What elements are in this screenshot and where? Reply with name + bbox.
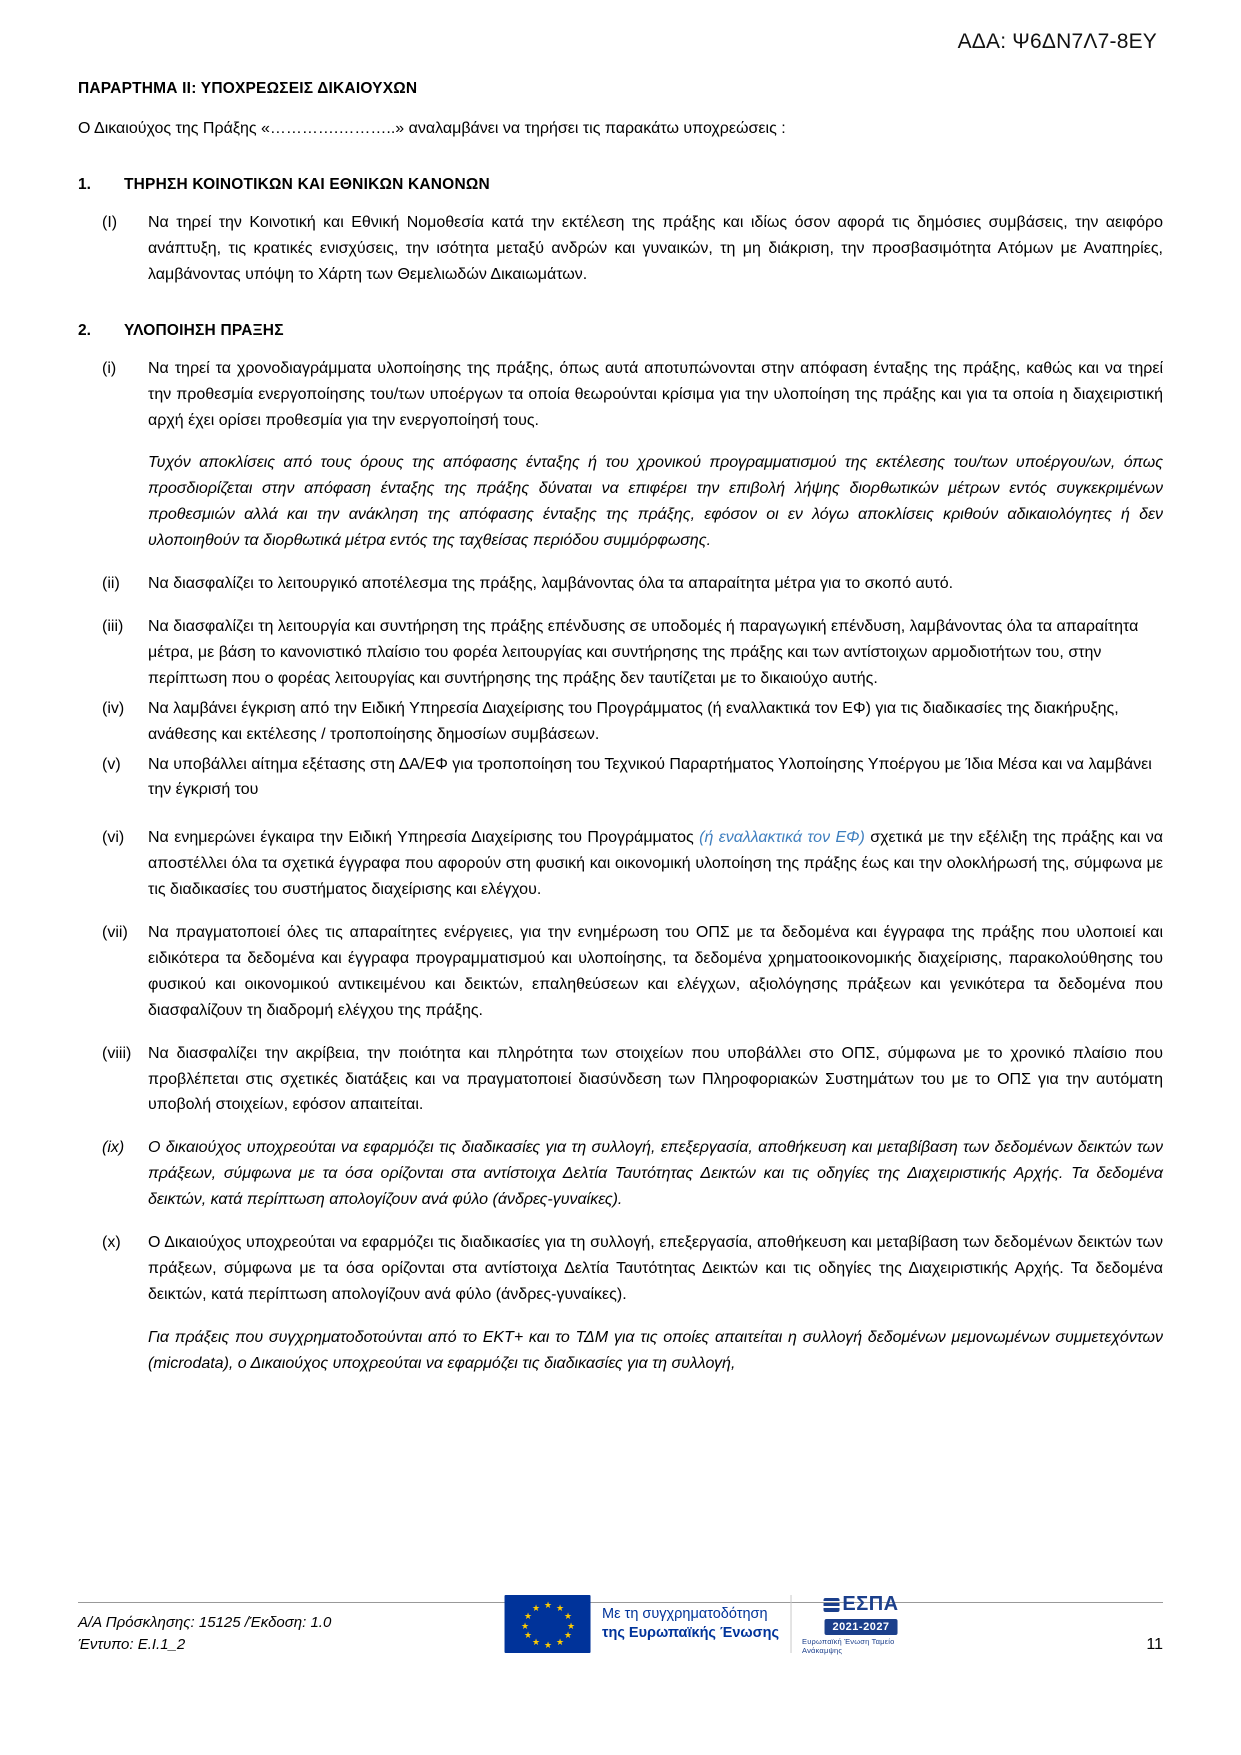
list-item xyxy=(78,752,1163,804)
footer-meta xyxy=(78,1612,331,1656)
section-number-1: 1. xyxy=(78,176,91,193)
espa-subtitle: Ευρωπαϊκή Ένωση Ταμείο Ανάκαμψης xyxy=(802,1637,895,1655)
list-item xyxy=(78,1230,1163,1308)
list-marker: (ix) xyxy=(102,1139,125,1157)
footer-version-value: 1.0 xyxy=(310,1614,332,1631)
list-marker: (v) xyxy=(102,755,121,773)
eu-text-line-2: της Ευρωπαϊκής Ένωσης xyxy=(602,1625,780,1641)
list-marker: (i) xyxy=(102,359,117,377)
list-text: Να διασφαλίζει τη λειτουργία και συντήρηση της πράξης επένδυσης σε υποδομές ή παραγωγική επένδυση, λαμβάνοντας όλα τα απαραίτητα μέτρα, με βάση το κανονιστικό πλαίσιο του φορέα λειτουργίας και συντήρησης της πράξης και των αντίστοιχων αρμοδιοτήτων του, στην περίπτωση που ο φορέας λειτουργίας και συντήρησης της πράξης δεν ταυτίζεται με το δικαιούχο αυτής. xyxy=(148,617,1139,687)
section-heading-2 xyxy=(78,322,1163,340)
list-item xyxy=(78,614,1163,692)
list-text: Ο Δικαιούχος υποχρεούται να εφαρμόζει τις διαδικασίες για τη συλλογή, επεξεργασία, αποθήκευση και μεταβίβαση των δεδομένων δεικτών των πράξεων, σύμφωνα με τα όσα ορίζονται στα αντίστοιχα Δελτία Ταυτότητας Δεικτών και τις οδηγίες της Διαχειριστικής Αρχής. Τα δεδομένα δεικτών, κατά περίπτωση απολογίζουν ανά φύλο (άνδρες-γυναίκες). xyxy=(148,1234,1163,1303)
espa-wave-icon xyxy=(823,1598,839,1612)
list-text: Να διασφαλίζει την ακρίβεια, την ποιότητα και πληρότητα των στοιχείων που υποβάλλει στο ΟΠΣ, σύμφωνα με το χρονικό πλαίσιο που προβλέπεται στις σχετικές διατάξεις και να πραγματοποιεί διασύνδεση των Πληροφοριακών Συστημάτων του με το ΟΠΣ για την αυτόματη υποβολή στοιχείων, εφόσον απαιτείται. xyxy=(148,1044,1163,1114)
microdata-paragraph: Για πράξεις που συγχρηματοδοτούνται από το ΕΚΤ+ και το ΤΔΜ για τις οποίες απαιτείται η συλλογή δεδομένων μεμονωμένων συμμετεχόντων (microdata), ο Δικαιούχος υποχρεούται να εφαρμόζει τις διαδικασίες για τη συλλογή, xyxy=(148,1328,1163,1372)
deviation-paragraph: Τυχόν αποκλίσεις από τους όρους της απόφασης ένταξης ή του χρονικού προγραμματισμού της εκτέλεσης του/των υποέργου/ων, όπως προσδιορίζεται στην απόφαση ένταξης της πράξης δύναται να επιφέρει την επιβολή λήψης διορθωτικών μέτρων εντός συγκεκριμένων προθεσμιών αλλά και την ανάκληση της απόφασης ένταξης της πράξης, εφόσον οι εν λόγω αποκλίσεις κριθούν αδικαιολόγητες ή δεν υλοποιηθούν τα διορθωτικά μέτρα εντός της ταχθείσας περιόδου συμμόρφωσης. xyxy=(148,454,1163,550)
eu-flag-icon: ★ ★ ★ ★ ★ ★ ★ ★ ★ ★ ★ ★ xyxy=(504,1595,590,1653)
list-marker: (x) xyxy=(102,1234,121,1252)
list-text: Να λαμβάνει έγκριση από την Ειδική Υπηρεσία Διαχείρισης του Προγράμματος (ή εναλλακτικά τον ΕΦ) για τις διαδικασίες της διακήρυξης, ανάθεσης και εκτέλεσης / τροποποίησης δημοσίων συμβάσεων. xyxy=(148,699,1119,743)
footer-version-label: /Έκδοση: xyxy=(244,1614,307,1631)
list-text xyxy=(148,825,1163,903)
list-text-accent: (ή εναλλακτικά τον ΕΦ) xyxy=(699,829,865,847)
list-text: Να τηρεί την Κοινοτική και Εθνική Νομοθεσία κατά την εκτέλεση της πράξης και ιδίως όσον αφορά τις δημόσιες συμβάσεις, την αειφόρο ανάπτυξη, τις κρατικές ενισχύσεις, την ισότητα μεταξύ ανδρών και γυναικών, τη μη διάκριση, την προσβασιμότητα Ατόμων με Αναπηρίες, λαμβάνοντας υπόψη το Χάρτη των Θεμελιωδών Δικαιωμάτων. xyxy=(148,214,1163,283)
page-number: 11 xyxy=(1146,1635,1163,1653)
section-heading-1 xyxy=(78,176,1163,194)
list-text-part-1: Να ενημερώνει έγκαιρα την Ειδική Υπηρεσία Διαχείρισης του Προγράμματος xyxy=(148,829,700,847)
list-item xyxy=(78,825,1163,903)
list-item xyxy=(78,920,1163,1024)
footer-call-value: 15125 xyxy=(198,1614,241,1631)
espa-title: ΕΣΠΑ xyxy=(842,1593,899,1615)
page-title: ΠΑΡΑΡΤΗΜΑ ΙΙ: ΥΠΟΧΡΕΩΣΕΙΣ ΔΙΚΑΙΟΥΧΩΝ xyxy=(78,80,418,97)
footer-call-label: Α/Α Πρόσκλησης: xyxy=(78,1614,195,1631)
list-text: Να διασφαλίζει το λειτουργικό αποτέλεσμα της πράξης, λαμβάνοντας όλα τα απαραίτητα μέτρα για το σκοπό αυτό. xyxy=(148,575,954,593)
eu-text-line-1: Με τη συγχρηματοδότηση xyxy=(602,1606,768,1623)
list-marker: (iv) xyxy=(102,699,125,717)
ada-code: ΑΔΑ: Ψ6ΔΝ7Λ7-8ΕΥ xyxy=(957,30,1157,53)
list-item xyxy=(78,1135,1163,1213)
footer-form-line: Έντυπο: Ε.Ι.1_2 xyxy=(78,1635,186,1653)
page-footer xyxy=(78,1612,1163,1656)
list-marker: (vi) xyxy=(102,829,125,847)
list-marker: (vii) xyxy=(102,924,128,942)
list-text: Να πραγματοποιεί όλες τις απαραίτητες ενέργειες, για την ενημέρωση του ΟΠΣ με τα δεδομένα και έγγραφα της πράξης που υλοποιεί και ειδικότερα τα δεδομένα και έγγραφα προγραμματισμού και υλοποίησης, τα δεδομένα χρηματοοικονομικής διαχείρισης, παρακολούθησης του φυσικού και οικονομικού αντικειμένου και δεικτών, επαληθεύσεων και ελέγχων, αξιολόγησης πράξεων και γενικότερα τα δεδομένα που διασφαλίζουν τη διαδρομή ελέγχου της πράξης. xyxy=(148,924,1163,1019)
list-text: Ο δικαιούχος υποχρεούται να εφαρμόζει τις διαδικασίες για τη συλλογή, επεξεργασία, αποθήκευση και μεταβίβαση των δεδομένων δεικτών των πράξεων, σύμφωνα με τα όσα ορίζονται στα αντίστοιχα Δελτία Ταυτότητας Δεικτών και τις οδηγίες της Διαχειριστικής Αρχής. Τα δεδομένα δεικτών, κατά περίπτωση απολογίζουν ανά φύλο (άνδρες-γυναίκες). xyxy=(148,1139,1163,1209)
section-title-1: ΤΗΡΗΣΗ ΚΟΙΝΟΤΙΚΩΝ ΚΑΙ ΕΘΝΙΚΩΝ ΚΑΝΟΝΩΝ xyxy=(124,176,490,193)
list-text-part-2: σχετικά με την εξέλιξη της πράξης και να αποστέλλει όλα τα σχετικά έγγραφα που αφορούν στη φυσική και οικονομική υλοποίηση της πράξης έως και την ολοκλήρωσή της, σύμφωνα με τις διαδικασίες του συστήματος διαχείρισης και ελέγχου. xyxy=(148,829,1164,899)
list-marker: (iii) xyxy=(102,617,124,635)
list-marker: (viii) xyxy=(102,1044,132,1062)
list-marker: (ii) xyxy=(102,575,120,593)
section-title-2: ΥΛΟΠΟΙΗΣΗ ΠΡΑΞΗΣ xyxy=(124,321,284,339)
list-text: Να τηρεί τα χρονοδιαγράμματα υλοποίησης της πράξης, όπως αυτά αποτυπώνονται στην απόφαση ένταξης της πράξης, καθώς και να τηρεί την προθεσμία ενεργοποίησης του/των υποέργων τα οποία θεωρούνται κρίσιμα για την υλοποίηση της πράξης και για τα οποία η διαχειριστική αρχή έχει ορίσει προθεσμία για την ενεργοποίησή τους. xyxy=(148,359,1163,429)
intro-paragraph: Ο Δικαιούχος της Πράξης «………….………..» αναλαμβάνει να τηρήσει τις παρακάτω υποχρεώσεις : xyxy=(78,120,786,137)
list-item xyxy=(78,356,1163,434)
list-item xyxy=(78,210,1163,288)
list-item xyxy=(78,571,1163,597)
list-text: Να υποβάλλει αίτημα εξέτασης στη ΔΑ/ΕΦ για τροποποίηση του Τεχνικού Παραρτήματος Υλοποίησης Υποέργου με Ίδια Μέσα και να λαμβάνει την έγκρισή του xyxy=(148,755,1152,799)
section-number-2: 2. xyxy=(78,321,91,339)
list-item xyxy=(78,1041,1163,1119)
footer-call-line xyxy=(78,1612,331,1634)
list-marker: (I) xyxy=(102,214,118,231)
espa-years: 2021-2027 xyxy=(824,1619,897,1635)
list-item xyxy=(78,696,1163,748)
